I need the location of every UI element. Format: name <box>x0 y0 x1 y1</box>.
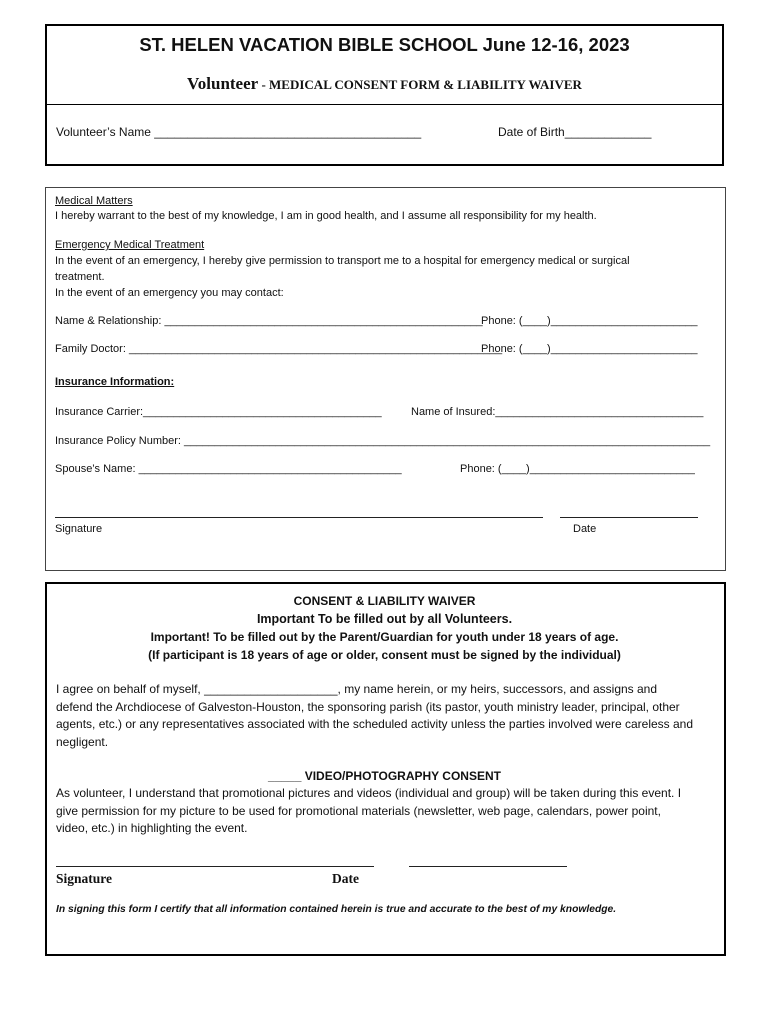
volunteer-name-field[interactable]: Volunteer’s Name ________________________________________ <box>56 125 422 139</box>
consent-date-line[interactable] <box>409 866 567 867</box>
policy-number-field[interactable]: Insurance Policy Number: ______________________________________________________________________________________ <box>55 435 711 447</box>
medical-matters-text: I hereby warrant to the best of my knowledge, I am in good health, and I assume all responsibility for my health. <box>55 210 597 222</box>
consent-important-volunteers: Important To be filled out by all Volunteers. <box>256 612 513 626</box>
date-of-birth-field[interactable]: Date of Birth_____________ <box>498 125 652 139</box>
form-title: ST. HELEN VACATION BIBLE SCHOOL June 12-16, 2023 <box>139 34 630 55</box>
consent-date-label: Date <box>332 871 359 886</box>
phone-field-doctor[interactable]: Phone: (____)________________________ <box>481 343 698 355</box>
liability-paragraph: I agree on behalf of myself, ____________________, my name herein, or my heirs, successors, and assigns and defend the Archdiocese of Galveston-Houston, the sponsoring parish (its pastor, youth ministry leader, principal, other agents, etc.) or any representatives associated with the scheduled activity unless the parties involved were careless and negligent. <box>56 682 694 749</box>
consent-signature-line[interactable] <box>56 866 374 867</box>
name-relationship-field[interactable]: Name & Relationship: ____________________________________________________ <box>55 315 483 327</box>
consent-important-parent: Important! To be filled out by the Parent/Guardian for youth under 18 years of age. <box>150 630 619 644</box>
spouse-name-field[interactable]: Spouse’s Name: ___________________________________________ <box>55 463 402 475</box>
video-consent-paragraph: As volunteer, I understand that promotional pictures and videos (individual and group) will be taken during this event. I give permission for my picture to be used for promotional materials (newsletter, web page, calendars, power point, video, etc.) in highlighting the event. <box>56 786 682 835</box>
name-of-insured-field[interactable]: Name of Insured:__________________________________ <box>411 406 704 418</box>
insurance-heading: Insurance Information: <box>55 376 175 388</box>
consent-age-note: (If participant is 18 years of age or older, consent must be signed by the individual) <box>148 648 621 662</box>
medical-date-line[interactable] <box>560 517 698 518</box>
form-subtitle <box>45 74 724 94</box>
medical-date-label: Date <box>573 523 597 535</box>
medical-signature-line[interactable] <box>55 517 543 518</box>
phone-field-contact[interactable]: Phone: (____)________________________ <box>481 315 698 327</box>
consent-signature-label: Signature <box>56 871 113 886</box>
emergency-text-line1: In the event of an emergency, I hereby give permission to transport me to a hospital for emergency medical or surgical <box>55 255 630 267</box>
header-divider <box>45 104 724 105</box>
emergency-text-line2: treatment. <box>55 271 105 283</box>
subtitle-volunteer: Volunteer <box>187 74 259 93</box>
insurance-carrier-field[interactable]: Insurance Carrier:_______________________________________ <box>55 406 382 418</box>
family-doctor-field[interactable]: Family Doctor: _____________________________________________________________ <box>55 343 503 355</box>
emergency-heading: Emergency Medical Treatment <box>55 239 205 251</box>
emergency-text-line3: In the event of an emergency you may contact: <box>55 287 284 299</box>
certification-statement: In signing this form I certify that all information contained herein is true and accurate to the best of my knowledge. <box>56 904 617 915</box>
subtitle-rest: - MEDICAL CONSENT FORM & LIABILITY WAIVER <box>258 77 582 92</box>
video-consent-heading[interactable]: _____ VIDEO/PHOTOGRAPHY CONSENT <box>268 769 501 783</box>
medical-matters-heading: Medical Matters <box>55 195 133 207</box>
consent-heading: CONSENT & LIABILITY WAIVER <box>293 594 476 608</box>
medical-signature-label: Signature <box>55 523 103 535</box>
phone-field-spouse[interactable]: Phone: (____)___________________________ <box>460 463 695 475</box>
